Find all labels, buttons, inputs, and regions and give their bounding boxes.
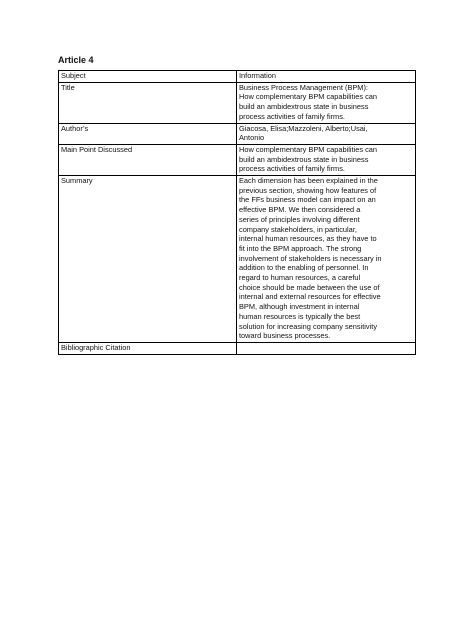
row-citation-subject-cell — [59, 342, 237, 354]
table-row — [59, 176, 416, 343]
row-summary-information: Each dimension has been explained in the previous section, showing how features of the FFs business model can impact on an effective BPM. We then considered a series of principles involving different company stakeholders, in particular, internal human resources, as they have to fit into the BPM approach. The strong involvement of stakeholders is necessary in addition to the enabling of personnel. In regard to human resources, a careful choice should be made between the use of internal and external resources for effective BPM, although investment in internal human resources is typically the best solution for increasing company sensitivity toward business processes. — [239, 176, 382, 341]
row-summary-information-cell — [237, 176, 416, 343]
row-main-point-subject-cell — [59, 144, 237, 175]
row-authors-information: Giacosa, Elisa;Mazzoleni, Alberto;Usai, Antonio — [239, 123, 368, 143]
header-information-cell — [237, 71, 416, 83]
article-heading: Article 4 — [58, 55, 94, 65]
table-row — [59, 123, 416, 144]
table-row — [59, 144, 416, 175]
row-citation-information-cell — [237, 342, 416, 354]
article-info-table — [58, 70, 416, 355]
row-title-subject-cell — [59, 82, 237, 123]
row-summary-subject: Summary — [61, 176, 93, 186]
row-main-point-information-cell — [237, 144, 416, 175]
row-authors-subject: Author’s — [61, 123, 89, 133]
row-authors-information-cell — [237, 123, 416, 144]
row-title-information-cell — [237, 82, 416, 123]
row-citation-subject: Bibliographic Citation — [61, 342, 131, 352]
row-title-information: Business Process Management (BPM): How complementary BPM capabilities can build an ambidextrous state in business process activities of family firms. — [239, 82, 378, 121]
header-information: Information — [239, 71, 276, 80]
header-subject: Subject — [61, 71, 86, 80]
header-subject-cell — [59, 71, 237, 83]
table-row — [59, 82, 416, 123]
table-header-row — [59, 71, 416, 83]
row-main-point-information: How complementary BPM capabilities can build an ambidextrous state in business process activities of family firms. — [239, 144, 378, 174]
row-main-point-subject: Main Point Discussed — [61, 144, 133, 154]
row-title-subject: Title — [61, 82, 75, 92]
row-authors-subject-cell — [59, 123, 237, 144]
row-summary-subject-cell — [59, 176, 237, 343]
table-row — [59, 342, 416, 354]
